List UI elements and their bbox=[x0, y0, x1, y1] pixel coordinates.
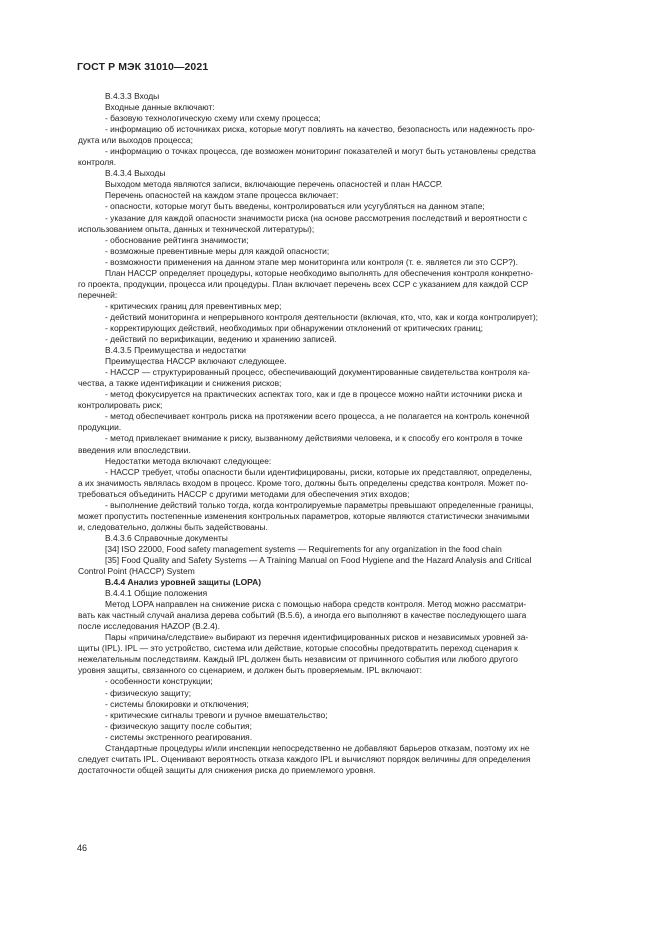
text-line: контроля. bbox=[78, 157, 117, 168]
reference-item: [35] Food Quality and Safety Systems — A Training Manual on Food Hygiene and the Hazard Analysis and Critical bbox=[105, 554, 532, 565]
text-line: - метод фокусируется на практических аспектах того, как и где в процессе можно найти источники риска и bbox=[105, 389, 523, 400]
text-line: - критических границ для превентивных мер; bbox=[105, 300, 282, 311]
text-line: - действий мониторинга и непрерывного контроля деятельности (включая, кто, что, как и когда контролирует); bbox=[105, 311, 539, 322]
reference-item: [34] ISO 22000, Food safety management systems — Requirements for any organization in the food chain bbox=[105, 543, 502, 554]
list-item: - физическую защиту после события; bbox=[105, 720, 252, 731]
text-line: B.4.3.5 Преимущества и недостатки bbox=[105, 345, 247, 356]
text-line: после исследования HAZOP (B.2.4). bbox=[78, 621, 220, 632]
text-line: может пропустить постепенные изменения контрольных параметров, которые являются статистически значимыми bbox=[78, 510, 530, 521]
text-line: перечней: bbox=[78, 289, 118, 300]
text-line: а их значимость являлась входом в процесс. Кроме того, должны быть определены средства контроля. Может по- bbox=[78, 477, 529, 488]
text-line: - базовую технологическую схему или схему процесса; bbox=[105, 113, 321, 124]
text-line: Перечень опасностей на каждом этапе процесса включает: bbox=[105, 190, 339, 201]
text-line: - информацию об источниках риска, которые могут повлиять на качество, безопасность или надежность про- bbox=[105, 124, 535, 135]
text-line: введения или впоследствии. bbox=[78, 444, 191, 455]
text-line: и, следовательно, должны быть задействованы. bbox=[78, 521, 268, 532]
page-header-title: ГОСТ Р МЭК 31010—2021 bbox=[77, 61, 209, 73]
section-heading: B.4.4 Анализ уровней защиты (LOPA) bbox=[105, 577, 262, 588]
text-line: - НАССР — структурированный процесс, обеспечивающий документированные свидетельства контроля ка- bbox=[105, 367, 531, 378]
text-line: - информацию о точках процесса, где возможен мониторинг показателей и могут быть установлены средства bbox=[105, 146, 536, 157]
page-number: 46 bbox=[77, 843, 88, 853]
text-line: вать как частный случай анализа дерева событий (B.5.6), а иногда его выполняют в качестве последующего шага bbox=[78, 610, 527, 621]
list-item: - физическую защиту; bbox=[105, 687, 192, 698]
text-line: - действий по верификации, ведению и хранению записей. bbox=[105, 334, 337, 345]
text-line: - метод обеспечивает контроль риска на протяжении всего процесса, а не полагается на контроль конечной bbox=[105, 411, 530, 422]
text-line: нежелательным последствиям. Каждый IPL должен быть независим от причинного события или любого другого bbox=[78, 654, 518, 665]
text-line: щиты (IPL). IPL — это устройство, система или действие, которые способны предотвратить переход сценария к bbox=[78, 643, 518, 654]
text-line: - метод привлекает внимание к риску, вызванному действиями человека, и к способу его контроля в точке bbox=[105, 433, 523, 444]
list-item: - особенности конструкции; bbox=[105, 676, 213, 687]
text-line: требоваться объединить НАССР с другими методами для обеспечения этих входов; bbox=[78, 488, 410, 499]
text-line: уровня защиты, связанного со сценарием, и должен быть проверяемым. IPL включают: bbox=[78, 665, 422, 676]
text-line: B.4.3.4 Выходы bbox=[105, 168, 166, 179]
text-line: чества, а также идентификации и снижения рисков; bbox=[78, 378, 282, 389]
text-line: - опасности, которые могут быть введены, контролироваться или усугубляться на данном этапе; bbox=[105, 201, 485, 212]
text-line: Входные данные включают: bbox=[105, 102, 215, 113]
text-line: B.4.3.3 Входы bbox=[105, 91, 160, 101]
text-line: - НАССР требует, чтобы опасности были идентифицированы, риски, которые их представляют, определены, bbox=[105, 466, 533, 477]
text-line: - возможности применения на данном этапе мер мониторинга или контроля (т. е. является ли это ССР?). bbox=[105, 256, 518, 267]
list-item: - системы экстренного реагирования. bbox=[105, 731, 253, 742]
text-line: достаточности общей защиты для снижения риска до приемлемого уровня. bbox=[78, 764, 376, 775]
text-line: Пары «причина/следствие» выбирают из перечня идентифицированных рисков и независимых уровней за- bbox=[105, 632, 529, 643]
text-line: - обоснование рейтинга значимости; bbox=[105, 234, 249, 245]
text-line: дукта или выходов процесса; bbox=[78, 135, 193, 146]
text-line: B.4.3.6 Справочные документы bbox=[105, 532, 228, 543]
text-line: контролировать риск; bbox=[78, 400, 163, 411]
text-line: го проекта, продукции, процесса или процедуры. План включает перечень всех ССР с указанием для каждой ССР bbox=[78, 278, 529, 289]
text-line: - указание для каждой опасности значимости риска (на основе рассмотрения последствий и вероятности с bbox=[105, 212, 528, 223]
text-line: Выходом метода являются записи, включающие перечень опасностей и план НАССР. bbox=[105, 179, 443, 190]
text-line: использованием опыта, данных и технической литературы); bbox=[78, 223, 315, 234]
text-line: следует считать IPL. Оценивают вероятность отказа каждого IPL и вычисляют порядок величины для определения bbox=[78, 753, 531, 764]
text-line: План НАССР определяет процедуры, которые необходимо выполнять для обеспечения контроля конкретно- bbox=[105, 267, 534, 278]
text-line: Стандартные процедуры и/или инспекции непосредственно не добавляют барьеров отказам, поэтому их не bbox=[105, 742, 530, 753]
text-line: - выполнение действий только тогда, когда контролируемые параметры превышают определенные границы, bbox=[105, 499, 534, 510]
text-line: Недостатки метода включают следующее: bbox=[105, 455, 272, 466]
list-item: - критические сигналы тревоги и ручное вмешательство; bbox=[105, 709, 328, 720]
list-item: - системы блокировки и отключения; bbox=[105, 698, 249, 709]
text-line: Control Point (HACCP) System bbox=[78, 566, 195, 577]
page-body bbox=[78, 91, 615, 776]
text-line: Преимущества НАССР включают следующее. bbox=[105, 356, 287, 367]
text-line: - корректирующих действий, необходимых при обнаружении отклонений от критических границ; bbox=[105, 322, 483, 333]
text-line: - возможные превентивные меры для каждой опасности; bbox=[105, 245, 330, 256]
text-line: Метод LOPA направлен на снижение риска с помощью набора средств контроля. Метод можно рассматри- bbox=[105, 599, 527, 610]
text-line: продукции. bbox=[78, 422, 122, 433]
text-line: B.4.4.1 Общие положения bbox=[105, 588, 208, 599]
